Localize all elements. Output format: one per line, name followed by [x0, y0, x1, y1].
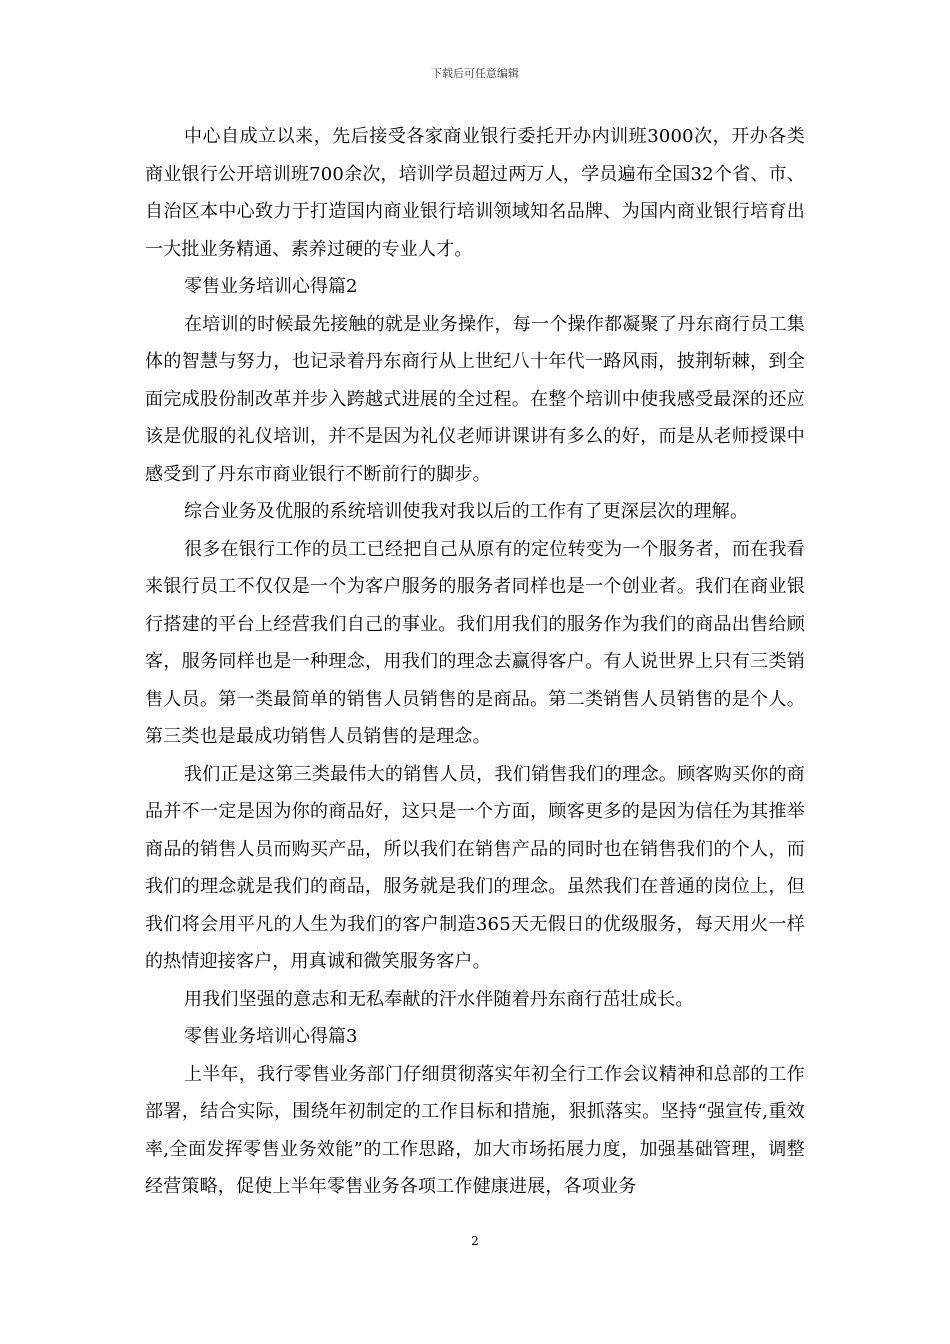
paragraph-system-training: 综合业务及优服的系统培训使我对我以后的工作有了更深层次的理解。 [184, 501, 749, 522]
section-heading-2: 零售业务培训心得篇2 [184, 276, 358, 297]
page-header: 下载后可任意编辑 [431, 67, 519, 80]
page-number: 2 [471, 1234, 479, 1248]
section-heading-3: 零售业务培训心得篇3 [184, 1026, 358, 1047]
paragraph-training-ops: 在培训的时候最先接触的就是业务操作，每一个操作都凝聚了丹东商行员工集体的智慧与努力，也记录着丹东商行从上世纪八十年代一路风雨，披荆斩棘，到全面完成股份制改革并步入跨越式进展的全过程。在整个培训中使我感受最深的还应该是优服的礼仪培训，并不是因为礼仪老师讲课讲有多么的好，而是从老师授课中感受到了丹东市商业银行不断前行的脚步。 [145, 313, 805, 485]
paragraph-closing: 用我们坚强的意志和无私奉献的汗水伴随着丹东商行茁壮成长。 [184, 988, 694, 1010]
document-body [145, 118, 805, 1206]
paragraph-half-year: 上半年，我行零售业务部门仔细贯彻落实年初全行工作会议精神和总部的工作部署，结合实际，围绕年初制定的工作目标和措施，狠抓落实。坚持“强宣传,重效率,全面发挥零售业务效能”的工作思路，加大市场拓展力度，加强基础管理，调整经营策略，促使上半年零售业务各项工作健康进展，各项业务 [145, 1063, 805, 1197]
paragraph-sales-philosophy: 我们正是这第三类最伟大的销售人员，我们销售我们的理念。顾客购买你的商品并不一定是因为你的商品好，这只是一个方面，顾客更多的是因为信任为其推举商品的销售人员而购买产品，所以我们在销售产品的同时也在销售我们的个人，而我们的理念就是我们的商品，服务就是我们的理念。虽然我们在普通的岗位上，但我们将会用平凡的人生为我们的客户制造365天无假日的优级服务，每天用火一样的热情迎接客户，用真诚和微笑服务客户。 [145, 763, 805, 972]
paragraph-intro: 中心自成立以来，先后接受各家商业银行委托开办内训班3000次，开办各类商业银行公开培训班700余次，培训学员超过两万人，学员遍布全国32个省、市、自治区本中心致力于打造国内商业银行培训领域知名品牌、为国内商业银行培育出一大批业务精通、素养过硬的专业人才。 [145, 126, 805, 260]
paragraph-service-role: 很多在银行工作的员工已经把自己从原有的定位转变为一个服务者，而在我看来银行员工不仅仅是一个为客户服务的服务者同样也是一个创业者。我们在商业银行搭建的平台上经营我们自己的事业。我们用我们的服务作为我们的商品出售给顾客，服务同样也是一种理念，用我们的理念去赢得客户。有人说世界上只有三类销售人员。第一类最简单的销售人员销售的是商品。第二类销售人员销售的是个人。第三类也是最成功销售人员销售的是理念。 [145, 538, 805, 747]
